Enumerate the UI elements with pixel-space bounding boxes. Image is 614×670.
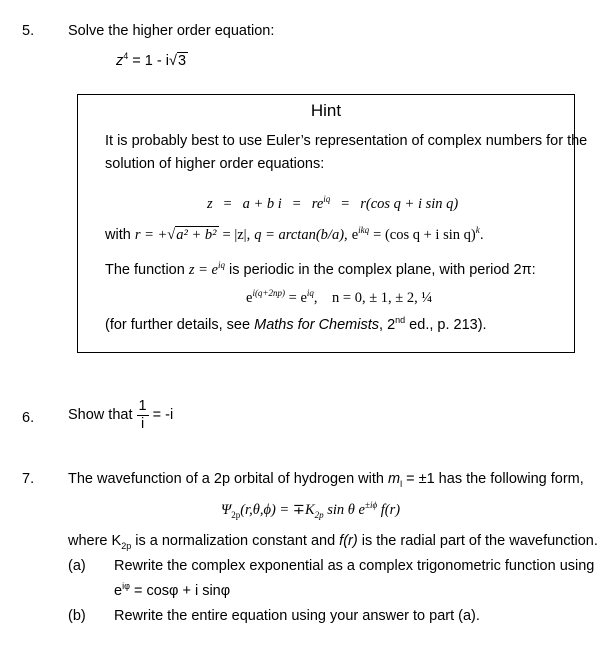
question-6-number: 6. — [22, 410, 35, 426]
question-5-prompt: Solve the higher order equation: — [68, 23, 275, 39]
psi-subscript: 2p — [231, 509, 241, 520]
where-post: is the radial part of the wavefunction. — [357, 533, 598, 549]
part-a-line-1: Rewrite the complex exponential as a complex trigonometric function using — [114, 558, 595, 574]
periodic-pre: The function — [105, 262, 185, 278]
periodic-z-exponent: iq — [217, 260, 225, 271]
part-a-exponent: iφ — [122, 581, 130, 592]
eq-rhs: = 1 - i — [132, 53, 169, 69]
euler-eq-3: = — [341, 196, 350, 212]
part-b-label: (b) — [68, 608, 86, 624]
hint-title: Hint — [310, 101, 342, 120]
psi-sin: sin θ e — [323, 502, 365, 518]
where-fr: f(r) — [339, 533, 358, 549]
period-e: e — [246, 290, 253, 306]
question-5-number: 5. — [22, 23, 35, 39]
with-tail-exponent: k — [475, 225, 480, 236]
question-6-rhs: = -i — [152, 407, 174, 424]
eq-exponent: 4 — [123, 51, 129, 62]
q7-m: m — [388, 471, 401, 487]
q7-line1-pre: The wavefunction of a 2p orbital of hydrogen with — [68, 471, 384, 487]
fraction-denominator: i — [140, 415, 145, 432]
periodic-line — [105, 262, 536, 279]
part-a-tail: = cosφ + i sinφ — [129, 583, 231, 599]
euler-eq-1: = — [223, 196, 232, 212]
q7-m-subscript: l — [400, 478, 403, 489]
with-line — [105, 227, 484, 244]
psi-args: (r,θ,ϕ) = ∓K — [240, 502, 315, 518]
fraction-numerator: 1 — [138, 398, 147, 414]
k-subscript: 2p — [314, 509, 324, 520]
part-b-text: Rewrite the entire equation using your answer to part (a). — [114, 608, 480, 624]
euler-z: z — [207, 196, 213, 212]
with-tail: = (cos q + i sin q) — [373, 227, 476, 243]
with-e-exponent: ikq — [358, 225, 370, 236]
question-6-line — [68, 398, 173, 432]
period-e-exponent: i(q+2np) — [252, 288, 286, 299]
eq-radicand: 3 — [177, 53, 187, 69]
question-5-equation — [116, 53, 188, 69]
q7-line1-post: = ±1 has the following form, — [402, 471, 584, 487]
psi-symbol: Ψ — [221, 502, 232, 518]
euler-abi: a + b i — [242, 196, 282, 212]
part-a-e: e — [114, 583, 123, 599]
periodic-z: z = e — [188, 262, 218, 278]
with-radicand: a² + b² — [176, 227, 217, 243]
euler-equation — [207, 196, 458, 213]
euler-re: re — [311, 196, 324, 212]
where-pre: where K — [68, 533, 122, 549]
psi-tail: f(r) — [377, 502, 401, 518]
question-7-line-1 — [68, 471, 584, 487]
with-modulus: = |z|, — [222, 227, 251, 243]
with-r-eq: r = + — [134, 227, 168, 243]
euler-polar: r(cos q + i sin q) — [360, 196, 459, 212]
question-7-number: 7. — [22, 471, 35, 487]
wavefunction-equation — [221, 502, 400, 519]
question-6-prompt: Show that — [68, 407, 133, 424]
with-prefix: with — [105, 227, 131, 243]
details-ordinal: nd — [395, 315, 406, 326]
periodic-post: is periodic in the complex plane, with period 2π: — [229, 262, 536, 278]
question-6-fraction — [137, 398, 149, 432]
part-a-label: (a) — [68, 558, 86, 574]
period-mid-exponent: iq — [306, 288, 314, 299]
part-a-equation — [114, 583, 230, 599]
with-e: e — [351, 227, 359, 243]
where-mid: is a normalization constant and — [131, 533, 340, 549]
with-end: . — [479, 227, 484, 243]
eq-z: z — [116, 53, 124, 69]
period-mid: = e — [288, 290, 307, 306]
hint-paragraph-line-1: It is probably best to use Euler’s representation of complex numbers for the — [105, 133, 588, 149]
with-sqrt-symbol: √ — [167, 227, 176, 243]
hint-paragraph-line-2: solution of higher order equations: — [105, 156, 325, 172]
details-mid: , 2 — [379, 317, 396, 333]
euler-re-exponent: iq — [323, 194, 331, 205]
euler-eq-2: = — [292, 196, 301, 212]
period-tail: , n = 0, ± 1, ± 2, ¼ — [313, 290, 433, 306]
details-pre: (for further details, see — [105, 317, 251, 333]
details-line — [105, 317, 487, 333]
where-k-subscript: 2p — [121, 540, 132, 551]
sqrt-symbol: √ — [168, 53, 177, 69]
where-line — [68, 533, 598, 549]
with-q-eq: q = arctan(b/a), — [254, 227, 348, 243]
details-book: Maths for Chemists — [254, 317, 380, 333]
details-post: ed., p. 213). — [405, 317, 487, 333]
psi-exponent: ±iϕ — [365, 500, 378, 511]
period-equation — [246, 290, 432, 307]
